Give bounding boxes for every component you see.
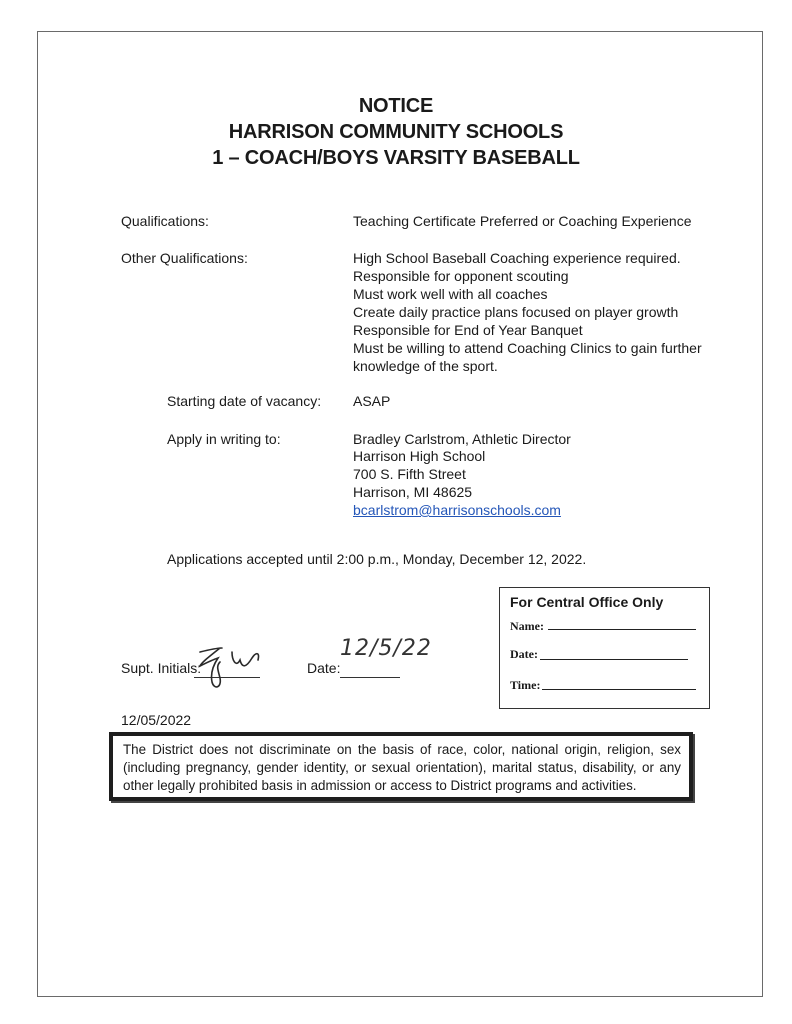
notice-header [0,93,792,171]
starting-date-label: Starting date of vacancy: [167,393,322,409]
other-qualification-item: Create daily practice plans focused on player growth [353,304,679,320]
office-name-label: Name: [510,619,544,633]
contact-school: Harrison High School [353,448,486,464]
office-time-line [542,689,696,690]
office-date-label: Date: [510,647,538,661]
central-office-box [499,587,710,709]
position-title: 1 – COACH/BOYS VARSITY BASEBALL [212,147,580,169]
apply-label: Apply in writing to: [167,431,281,447]
supt-date-label: Date: [307,660,341,676]
other-qualification-item: Must work well with all coaches [353,286,548,302]
other-qualifications-label: Other Qualifications: [121,250,248,266]
document-date: 12/05/2022 [121,712,192,728]
district-name: HARRISON COMMUNITY SCHOOLS [228,121,564,143]
office-time-label: Time: [510,678,541,692]
other-qualification-item: Responsible for End of Year Banquet [353,322,583,338]
qualifications-value: Teaching Certificate Preferred or Coaching Experience [353,213,692,229]
other-qualification-item: knowledge of the sport. [353,358,498,374]
starting-date-value: ASAP [353,393,391,409]
non-discrimination-notice: The District does not discriminate on the basis of race, color, national origin, religion, sex (including pregnancy, gender identity, or sexual orientation), marital status, disability, or any other legally prohibited basis in admission or access to District programs and activities. [109,732,693,801]
application-deadline: Applications accepted until 2:00 p.m., Monday, December 12, 2022. [167,551,587,567]
office-date-line [540,659,688,660]
contact-email-link[interactable]: bcarlstrom@harrisonschools.com [353,502,561,518]
handwritten-date: 12/5/22 [340,636,432,661]
notice-title: NOTICE [358,95,434,117]
office-name-line [548,629,696,630]
office-box-title: For Central Office Only [510,594,664,610]
other-qualification-item: Responsible for opponent scouting [353,268,569,284]
supt-date-line [340,677,400,678]
contact-name: Bradley Carlstrom, Athletic Director [353,431,571,447]
contact-street: 700 S. Fifth Street [353,466,466,482]
qualifications-label: Qualifications: [121,213,209,229]
supt-initials-label: Supt. Initials: [121,660,202,676]
initials-signature [196,638,266,699]
contact-city: Harrison, MI 48625 [353,484,473,500]
other-qualification-item: Must be willing to attend Coaching Clinics to gain further [353,340,702,356]
other-qualification-item: High School Baseball Coaching experience required. [353,250,681,266]
